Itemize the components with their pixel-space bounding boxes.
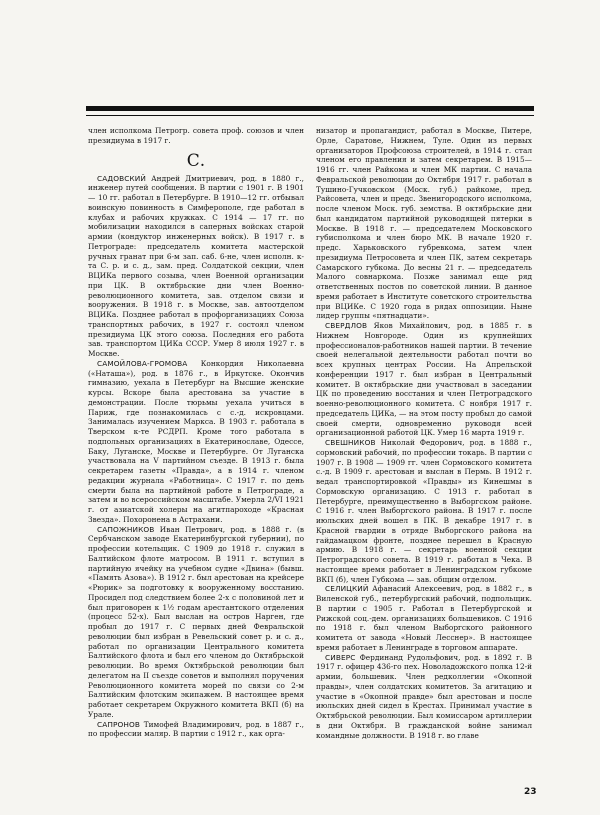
entry-text: Андрей Дмитриевич, род. в 1880 г., инженер путей сообщения. В партии с 1901 г. В 1901 — 10 гг. работал в Петербурге. В 1910—12 гг. отбывал воинскую повинность в Симферополе, где работал в клубах и рабочих кружках. С 1914 — 17 гг. по мобилизации находился в саперных войсках старой армии (кондуктор инженерных войск). В 1917 г. в Петрограде: председатель комитета мастерской ручных гранат при 6-м зап. саб. 6-не, член исполн. к-та С. р. и с. д., зам. пред. Солдатской секции, член ВЦИКа первого созыва, член Военной организации при ЦК. В октябрьские дни член Военно-революционного комитета, зав. отделом связи и вооружения. В 1918 г. в Москве, зав. автоотделом ВЦИКа. Позднее работал в профорганизациях Союза транспортных рабочих, в 1927 г. состоял членом президиума ЦК этого союза. Последняя его работа зав. транспортом ЦИКа СССР. Умер 8 июля 1927 г. в Москве. xyxy=(88,173,304,358)
entry-selitsky xyxy=(316,584,532,652)
entry-text: Фердинанд Рудольфович, род. в 1892 г. В 1917 г. офицер 436-го пех. Новоладожского полка 12-й армии, большевик. Член редколлегии «Окопной правды», член солдатских комитетов. За агитацию и участие в «Окопной правде» был арестован и после июльских дней сидел в Крестах. Принимал участие в Октябрьской революции. Был комиссаром артиллерии в дни Октября. В гражданской войне занимал командные должности. В 1918 г. во главе xyxy=(316,652,532,740)
entry-sapronov xyxy=(88,720,304,740)
entry-name: САДОВСКИЙ xyxy=(97,173,146,183)
sapronov-continuation: низатор и пропагандист, работал в Москве, Питере, Орле, Саратове, Нижнем, Туле. Один из первых организаторов Профсоюза строителей, в 1914 г. стал членом его правления и затем секретарем. В 1915—1916 гг. член Райкома и член МК партии. С начала Февральской революции до Октября 1917 г. работал в Тушино-Гучковском (Моск. губ.) райкоме, пред. Райсовета, член и предс. Звенигородского исполкома, после членом Моск. губ. земства. В октябрьские дни был кандидатом партийной руководящей пятерки в Москве. В 1918 г. — председателем Московского губисполкома и член бюро МК. В начале 1920 г. предс. Харьковского губревкома, затем член президиума Петросовета и член ПК, затем секретарь Самарского губкома. До весны 21 г. — председатель Малого совнаркома. Позже занимал еще ряд ответственных постов по советской линии. В данное время работает в Институте советского строительства при ВЦИКе. С 1920 года в рядах оппозиции. Ныне лидер группы «пятнадцати». xyxy=(316,126,532,321)
entry-name: СВЕРДЛОВ xyxy=(325,321,368,330)
section-letter: С. xyxy=(186,150,206,171)
left-column xyxy=(88,126,304,739)
entry-text: Яков Михайлович, род. в 1885 г. в Нижнем Новгороде. Один из крупнейших профессионалов-работников нашей партии. В течение своей нелегальной деятельности работал почти во всех крупных центрах России. На Апрельской конференции 1917 г. был избран в Центральный комитет. В октябрьские дни участвовал в заседании ЦК по проведению восстания и член Петроградского военно-революционного комитета. С ноября 1917 г. председатель ЦИКа, — на этом посту пробыл до самой своей смерти, одновременно руководя всей организационной работой ЦК. Умер 16 марта 1919 г. xyxy=(316,321,532,438)
intro-continuation: член исполкома Петрогр. совета проф. союзов и член президиума в 1917 г. xyxy=(88,126,304,145)
entry-text: Тимофей Владимирович, род. в 1887 г., по профессии маляр. В партии с 1912 г., как орга- xyxy=(88,719,304,739)
entry-text: Афанасий Алексеевич, род. в 1882 г., в Виленской губ., петербургский рабочий, подпольщик. В партии с 1905 г. Работал в Петербургской и Рижской соц.-дем. организациях большевиков. С 1916 по 1918 г. был членом Выборгского районного комитета от завода «Новый Лесснер». В настоящее время работает в Ленинграде в торговом аппарате. xyxy=(316,584,532,652)
entry-sapozhnikov xyxy=(88,525,304,720)
page-number: 23 xyxy=(524,787,537,797)
entry-sveshnikov xyxy=(316,438,532,584)
entry-sadovsky xyxy=(88,174,304,359)
entry-text: Николай Федорович, род. в 1888 г., сормовский рабочий, по профессии токарь. В партии с 1907 г. В 1908 — 1909 гг. член Сормовского комитета с.-д. В 1909 г. арестован и выслан в Пермь. В 1912 г. ведал транспортировкой «Правды» из Кинешмы в Сормовскую организацию. С 1913 г. работал в Петербурге, преимущественно в Выборгском районе. С 1916 г. член Выборгского района. В 1917 г. после июльских дней вошел в ПК. В декабре 1917 г. в Красной гвардии в отряде Выборгского района на гайдамацком фронте, позднее перешел в Красную армию. В 1918 г. — секретарь военной секции Петроградского совета. В 1919 г. работал в Чека. В настоящее время работает в Ленинградском губкоме ВКП (б), член Губкома — зав. общим отделом. xyxy=(316,438,532,584)
header-rule-thin xyxy=(86,115,534,116)
entry-name: СИВЕРС xyxy=(325,652,356,662)
entry-name: СЕЛИЦКИЙ xyxy=(325,584,369,594)
entry-text: Конкордия Николаевна («Наташа»), род. в 1876 г., в Иркутске. Окончив гимназию, уехала в Петербург на Высшие женские курсы. Вскоре была арестована за участие в демонстрации. После тюрьмы уехала учиться в Париж, где познакомилась с с.-д. искровцами. Занималась изучением Маркса. В 1903 г. работала в Тверском к-те РСДРП. Кроме того работала в подпольных организациях в Екатеринославе, Одессе, Баку, Луганске, Москве и Петербурге. От Луганска участвовала на V партийном съезде. В 1913 г. была секретарем газеты «Правда», а в 1914 г. членом редакции журнала «Работница». С 1917 г. по день смерти была на партийной работе в Петрограде, а затем и во всероссийском масштабе. Умерла 2/VI 1921 г. от азиатской холеры на агитпароходе «Красная Звезда». Похоронена в Астрахани. xyxy=(88,358,304,524)
entry-name: САПОЖНИКОВ xyxy=(97,524,155,534)
entry-samoylova-gromova xyxy=(88,359,304,525)
entry-sverdlov xyxy=(316,321,532,438)
entry-name: САПРОНОВ xyxy=(97,719,141,729)
right-column xyxy=(316,126,532,740)
entry-name: САМОЙЛОВА-ГРОМОВА xyxy=(97,358,188,368)
entry-name: СВЕШНИКОВ xyxy=(325,438,376,447)
entry-text: Иван Петрович, род. в 1888 г. (в Сербчанском заводе Екатеринбургской губернии), по профессии котельщик. С 1909 до 1918 г. служил в Балтийском флоте матросом. В 1911 г. вступил в партийную ячейку на учебном судне «Двина» (бывш. «Память Азова»). В 1912 г. был арестован на крейсере «Рюрик» за подготовку к вооруженному восстанию. Просидел под следствием более 2-х с половиной лет и был приговорен к 1½ годам арестантского отделения (процесс 52-х). Был выслан на остров Нарген, где пробыл до 1917 г. С первых дней Февральской революции был избран в Ревельский совет р. и с. д., работал по организации Центрального комитета Балтийского флота и был его членом до Октябрьской революции. Во время Октябрьской революции был делегатом на II съезде советов и выполнял поручения Революционного комитета морей по связи со 2-м Балтийским флотским экипажем. В настоящее время работает секретарем Окружного комитета ВКП (б) на Урале. xyxy=(88,524,304,719)
header-rule-thick xyxy=(86,106,534,111)
entry-sivers xyxy=(316,653,532,741)
